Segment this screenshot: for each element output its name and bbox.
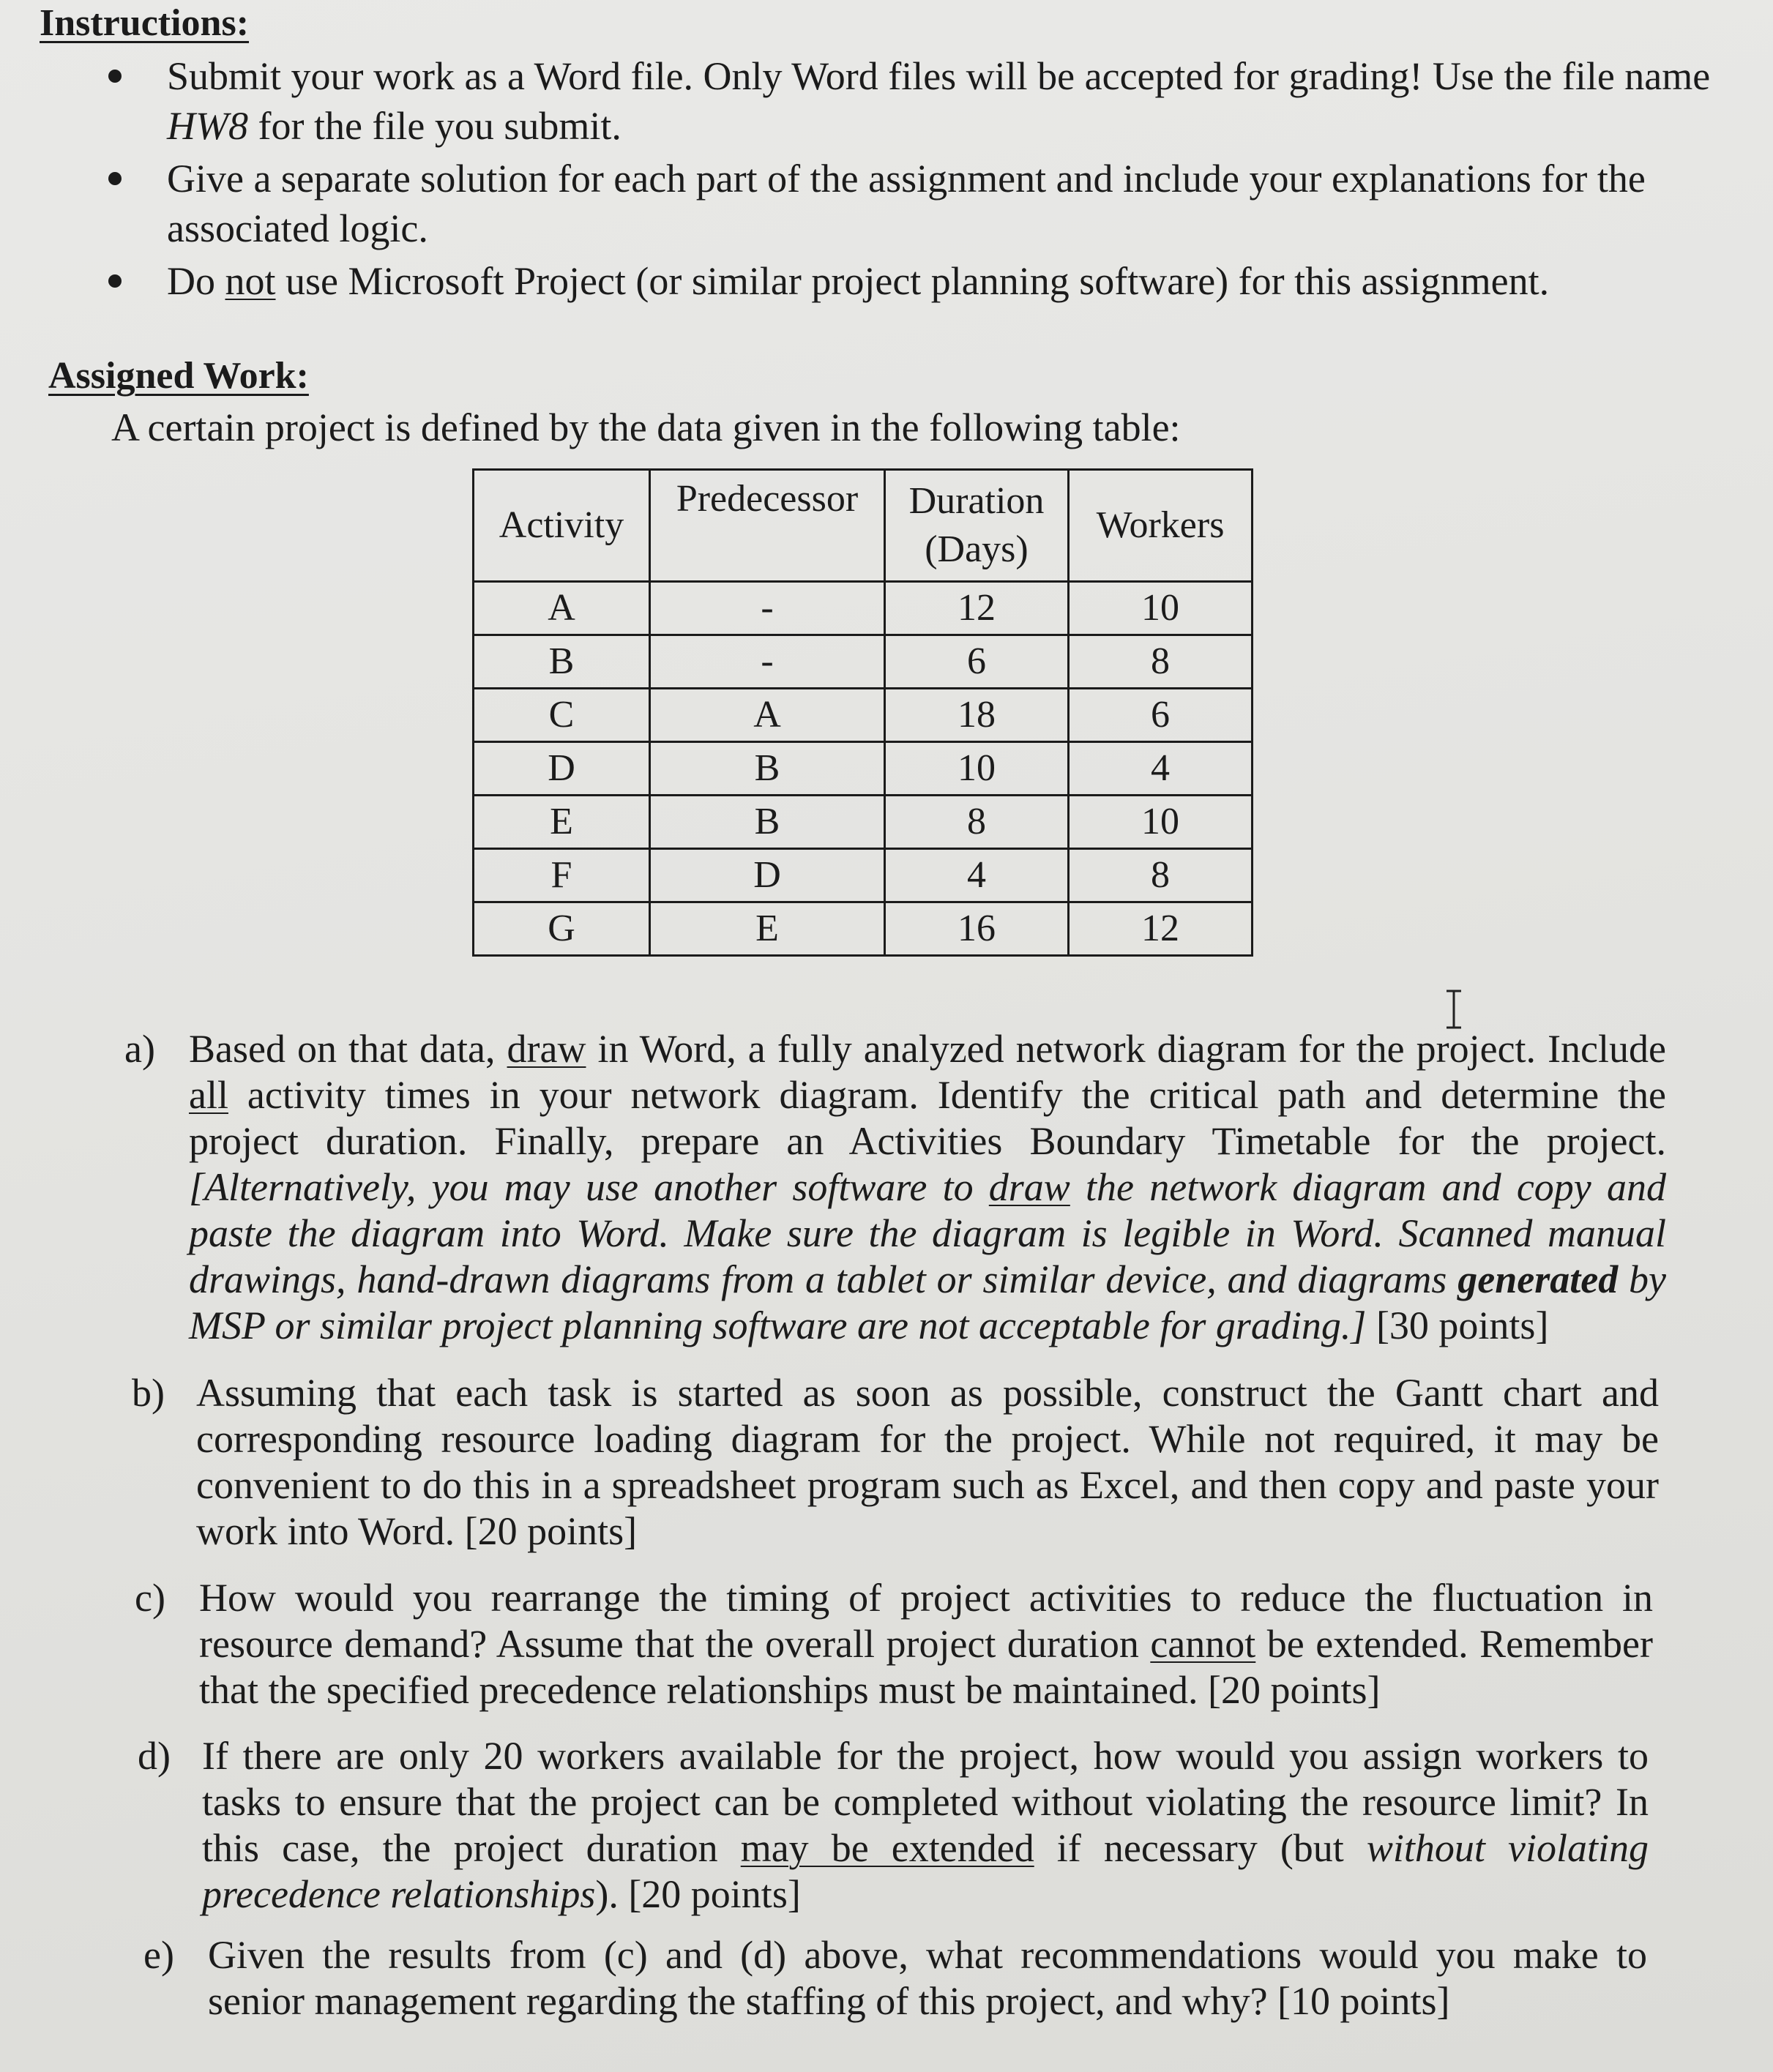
emphasis-draw: draw — [507, 1027, 586, 1071]
emphasis-all: all — [189, 1073, 228, 1117]
list-item — [167, 154, 1712, 253]
cell-activity: D — [474, 742, 650, 796]
table-header-row — [474, 470, 1253, 582]
cell-activity: C — [474, 689, 650, 742]
bullet-icon — [108, 70, 122, 83]
cell-workers: 10 — [1069, 796, 1253, 849]
cell-predecessor: - — [650, 635, 885, 689]
header-duration — [885, 470, 1069, 582]
instructions-heading: Instructions: — [40, 2, 250, 44]
list-item — [167, 256, 1712, 306]
list-item — [167, 51, 1712, 151]
file-name: HW8 — [167, 104, 248, 148]
cell-activity: G — [474, 902, 650, 956]
question-e — [143, 1932, 1647, 2024]
italic-note: by MSP or similar project planning software are not acceptable for grading.] — [189, 1257, 1666, 1347]
question-text: if necessary (but — [1034, 1826, 1367, 1870]
question-text: Based on that data, — [189, 1027, 507, 1071]
cell-predecessor: - — [650, 582, 885, 635]
italic-bold-generated: generated — [1457, 1257, 1619, 1301]
cell-predecessor: D — [650, 849, 885, 902]
instruction-text: use Microsoft Project (or similar project planning software) for this assignment. — [275, 259, 1550, 303]
cell-activity: E — [474, 796, 650, 849]
cell-duration: 8 — [885, 796, 1069, 849]
cell-duration: 4 — [885, 849, 1069, 902]
cell-duration: 18 — [885, 689, 1069, 742]
question-text: activity times in your network diagram. Identify the critical path and determine the project duration. Finally, prepare an Activities Boundary Timetable for the project. — [189, 1073, 1666, 1163]
emphasis-not: not — [225, 259, 276, 303]
question-c — [135, 1575, 1653, 1713]
table-row — [474, 635, 1253, 689]
cell-activity: F — [474, 849, 650, 902]
question-label: c) — [135, 1576, 165, 1620]
emphasis-cannot: cannot — [1150, 1622, 1256, 1666]
table-row — [474, 796, 1253, 849]
emphasis-may-be-extended: may be extended — [740, 1826, 1034, 1870]
question-label: b) — [132, 1371, 165, 1415]
italic-note: the network diagram and copy and paste the diagram into Word. Make sure the diagram is legible in Word. Scanned manual drawings, hand-drawn diagrams from a tablet or similar device, and diagrams — [189, 1165, 1666, 1301]
bullet-icon — [108, 274, 122, 288]
question-label: d) — [138, 1734, 171, 1778]
header-workers: Workers — [1069, 470, 1253, 582]
cell-predecessor: B — [650, 796, 885, 849]
question-d — [138, 1733, 1649, 1918]
italic-note: without violating precedence relationships — [202, 1826, 1649, 1916]
question-a — [124, 1026, 1667, 1349]
cell-workers: 10 — [1069, 582, 1253, 635]
question-label: e) — [143, 1933, 174, 1977]
question-text: Assuming that each task is started as soon as possible, construct the Gantt chart and corresponding resource loading diagram for the project. While not required, it may be convenient to do this in a spreadsheet program such as Excel, and then copy and paste your work into Word. [20 points] — [196, 1371, 1659, 1553]
cell-duration: 16 — [885, 902, 1069, 956]
header-duration-line1: Duration — [908, 480, 1045, 522]
cell-workers: 6 — [1069, 689, 1253, 742]
question-text: in Word, a fully analyzed network diagram for the project. Include — [586, 1027, 1667, 1071]
cell-workers: 8 — [1069, 635, 1253, 689]
question-text: be extended. Remember that the specified precedence relationships must be maintained. [20 points] — [199, 1622, 1653, 1712]
instruction-text: for the file you submit. — [247, 104, 622, 148]
question-text: Given the results from (c) and (d) above, what recommendations would you make to senior management regarding the staffing of this project, and why? [10 points] — [208, 1933, 1647, 2023]
question-text: How would you rearrange the timing of project activities to reduce the fluctuation in resource demand? Assume that the overall project duration — [199, 1576, 1653, 1666]
instruction-text: Do — [167, 259, 225, 303]
cell-duration: 6 — [885, 635, 1069, 689]
table-row — [474, 689, 1253, 742]
project-data-table — [472, 468, 1253, 957]
cell-predecessor: B — [650, 742, 885, 796]
cell-workers: 12 — [1069, 902, 1253, 956]
question-text: If there are only 20 workers available for the project, how would you assign workers to tasks to ensure that the project can be completed without violating the resource limit? In this case, the project duration — [202, 1734, 1649, 1870]
cell-predecessor: E — [650, 902, 885, 956]
cell-workers: 4 — [1069, 742, 1253, 796]
cell-activity: A — [474, 582, 650, 635]
table-row — [474, 582, 1253, 635]
table-row — [474, 849, 1253, 902]
cell-activity: B — [474, 635, 650, 689]
italic-note: [Alternatively, you may use another software to — [189, 1165, 989, 1209]
table-row — [474, 742, 1253, 796]
intro-text: A certain project is defined by the data given in the following table: — [111, 405, 1181, 449]
cell-duration: 12 — [885, 582, 1069, 635]
header-predecessor: Predecessor — [650, 470, 885, 582]
question-text: ). [20 points] — [595, 1872, 801, 1916]
question-points: [30 points] — [1366, 1304, 1549, 1347]
cell-predecessor: A — [650, 689, 885, 742]
cell-workers: 8 — [1069, 849, 1253, 902]
instruction-text: Submit your work as a Word file. Only Word files will be accepted for grading! Use the file name — [167, 54, 1711, 98]
cell-duration: 10 — [885, 742, 1069, 796]
question-label: a) — [124, 1027, 155, 1071]
instruction-text: Give a separate solution for each part of the assignment and include your explanations for the associated logic. — [167, 157, 1646, 250]
text-cursor-icon — [1444, 990, 1464, 1029]
bullet-icon — [108, 172, 122, 185]
italic-emphasis-draw: draw — [988, 1165, 1070, 1209]
header-activity: Activity — [474, 470, 650, 582]
assigned-work-heading: Assigned Work: — [48, 355, 309, 397]
header-duration-line2: (Days) — [925, 528, 1029, 570]
question-b — [132, 1370, 1659, 1555]
table-row — [474, 902, 1253, 956]
